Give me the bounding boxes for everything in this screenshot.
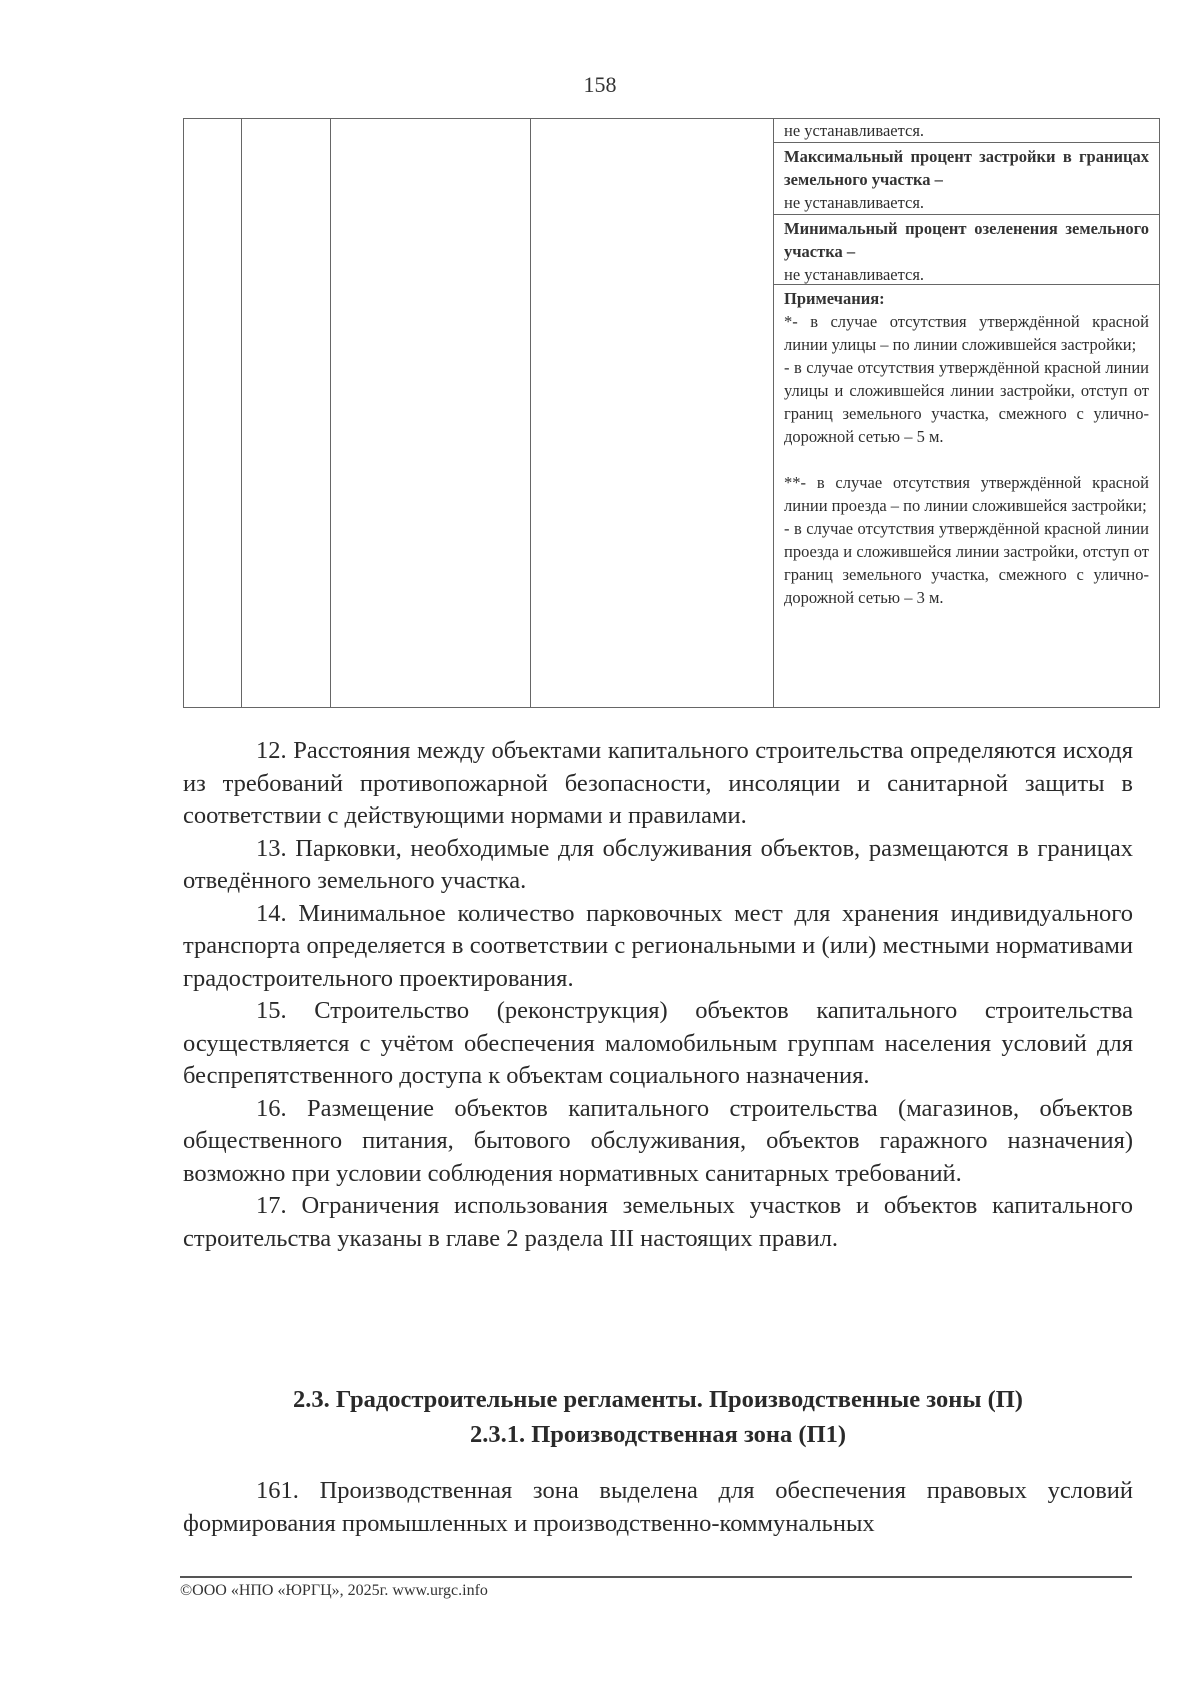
cell-heading: Максимальный процент застройки в границах земельного участка – xyxy=(784,147,1149,189)
table-column-4 xyxy=(531,119,774,707)
notes-title: Примечания: xyxy=(784,289,885,308)
paragraph-16: 16. Размещение объектов капитального строительства (магазинов, объектов общественного питания, бытового обслуживания, объектов гаражного назначения) возможно при условии соблюдения нормативных санитарных требований. xyxy=(183,1094,1133,1187)
paragraph-17: 17. Ограничения использования земельных участков и объектов капитального строительства указаны в главе 2 раздела III настоящих правил. xyxy=(183,1192,1133,1252)
note-4: - в случае отсутствия утверждённой красной линии проезда и сложившейся линии застройки, отступ от границ земельного участка, смежного с улично-дорожной сетью – 3 м. xyxy=(784,519,1149,607)
paragraph-14: 14. Минимальное количество парковочных мест для хранения индивидуального транспорта определяется в соответствии с региональными и (или) местными нормативами градостроительного проектирования. xyxy=(183,899,1133,992)
page-number: 158 xyxy=(583,72,617,97)
table-column-parameters xyxy=(774,119,1159,707)
footer-divider xyxy=(180,1576,1132,1578)
paragraph-161: 161. Производственная зона выделена для обеспечения правовых условий формирования промышленных и производственно-коммунальных xyxy=(183,1477,1133,1537)
cell-heading: Минимальный процент озеленения земельного участка – xyxy=(784,219,1149,261)
table-cell-min-green-percent xyxy=(774,215,1159,285)
body-text-continued xyxy=(183,1475,1133,1540)
regulation-table xyxy=(183,118,1160,708)
cell-text: не устанавливается. xyxy=(784,121,925,140)
table-column-2 xyxy=(242,119,331,707)
note-3: **- в случае отсутствия утверждённой красной линии проезда – по линии сложившейся застройки; xyxy=(784,473,1149,515)
footer-copyright: ©ООО «НПО «ЮРГЦ», 2025г. www.urgc.info xyxy=(180,1582,488,1599)
paragraph-15: 15. Строительство (реконструкция) объектов капитального строительства осуществляется с учётом обеспечения маломобильным группам населения условий для беспрепятственного доступа к объектам социального назначения. xyxy=(183,997,1133,1089)
table-column-1 xyxy=(184,119,242,707)
body-text xyxy=(183,735,1133,1255)
note-1: *- в случае отсутствия утверждённой красной линии улицы – по линии сложившейся застройки; xyxy=(784,312,1149,354)
section-heading: 2.3. Градостроительные регламенты. Производственные зоны (П) xyxy=(293,1386,1023,1413)
cell-text: не устанавливается. xyxy=(784,193,925,212)
table-cell-setback-value xyxy=(774,119,1159,143)
note-2: - в случае отсутствия утверждённой красной линии улицы и сложившейся линии застройки, отступ от границ земельного участка, смежного с улично-дорожной сетью – 5 м. xyxy=(784,358,1149,446)
paragraph-13: 13. Парковки, необходимые для обслуживания объектов, размещаются в границах отведённого земельного участка. xyxy=(183,834,1133,894)
table-cell-notes xyxy=(774,285,1159,707)
table-cell-max-building-percent xyxy=(774,143,1159,215)
table-column-3 xyxy=(331,119,531,707)
subsection-heading: 2.3.1. Производственная зона (П1) xyxy=(469,1421,847,1448)
paragraph-12: 12. Расстояния между объектами капитального строительства определяются исходя из требований противопожарной безопасности, инсоляции и санитарной защиты в соответствии с действующими нормами и правилами. xyxy=(183,737,1133,829)
cell-text: не устанавливается. xyxy=(784,265,925,284)
